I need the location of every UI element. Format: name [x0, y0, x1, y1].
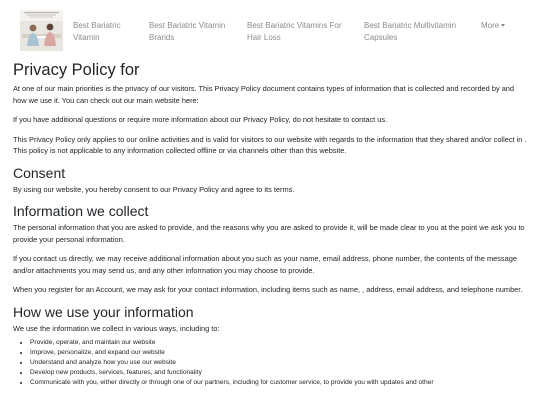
more-label: More [481, 21, 500, 30]
collect-paragraph-3: When you register for an Account, we may ask for your contact information, including items such as name, , address, email address, and telephone number. [13, 285, 523, 294]
collect-paragraph-2: If you contact us directly, we may receive additional information about you such as your name, email address, phone number, the contents of the message and/or attachments you may send us, and any other information you may choose to provide. [13, 254, 517, 275]
nav-link-best-bariatric-multivitamin-capsules[interactable]: Best Bariatric Multivitamin Capsules [364, 21, 457, 42]
intro-paragraph-1: At one of our main priorities is the privacy of our visitors. This Privacy Policy document contains types of information that is collected and recorded by and how we use it. You can check out our main website here: [13, 84, 515, 105]
collect-paragraph-1: The personal information that you are asked to provide, and the reasons why you are asked to provide it, will be made clear to you at the point we ask you to provide your personal information. [13, 223, 525, 244]
use-list [13, 338, 529, 388]
list-item: • Provide, operate, and maintain our website [30, 338, 529, 348]
intro-paragraph-3: This Privacy Policy only applies to our online activities and is valid for visitors to our website with regards to the information that they shared and/or collect in . This policy is not applicable to any information collected offline or via channels other than this website. [13, 134, 527, 155]
intro-paragraph-2: If you have additional questions or require more information about our Privacy Policy, do not hesitate to contact us. [13, 115, 388, 124]
more-dropdown[interactable] [481, 20, 505, 32]
consent-heading: Consent [13, 164, 66, 181]
nav-link-best-bariatric-vitamin-brands[interactable]: Best Bariatric Vitamin Brands [149, 21, 226, 42]
use-heading: How we use your information [13, 303, 194, 320]
logo-image [20, 10, 63, 51]
list-item: • Understand and analyze how you use our website [30, 358, 529, 368]
chevron-down-icon [501, 24, 505, 27]
nav-link-best-bariatric-vitamin[interactable]: Best Bariatric Vitamin [73, 21, 121, 42]
list-item: • Develop new products, services, features, and functionality [30, 368, 529, 378]
top-navbar [0, 0, 540, 56]
nav-link-best-bariatric-vitamins-hair-loss[interactable]: Best Bariatric Vitamins For Hair Loss [247, 21, 342, 42]
collect-heading: Information we collect [13, 203, 149, 219]
list-item: • Communicate with you, either directly or through one of our partners, including for customer service, to provide you with updates and other [30, 378, 529, 388]
use-intro-paragraph: We use the information we collect in various ways, including to: [13, 323, 220, 333]
list-item: • Improve, personalize, and expand our website [30, 348, 529, 358]
main-content [13, 60, 529, 388]
consent-paragraph: By using our website, you hereby consent to our Privacy Policy and agree to its terms. [13, 184, 295, 194]
site-logo[interactable] [20, 10, 63, 51]
page-title: Privacy Policy for [13, 61, 140, 79]
